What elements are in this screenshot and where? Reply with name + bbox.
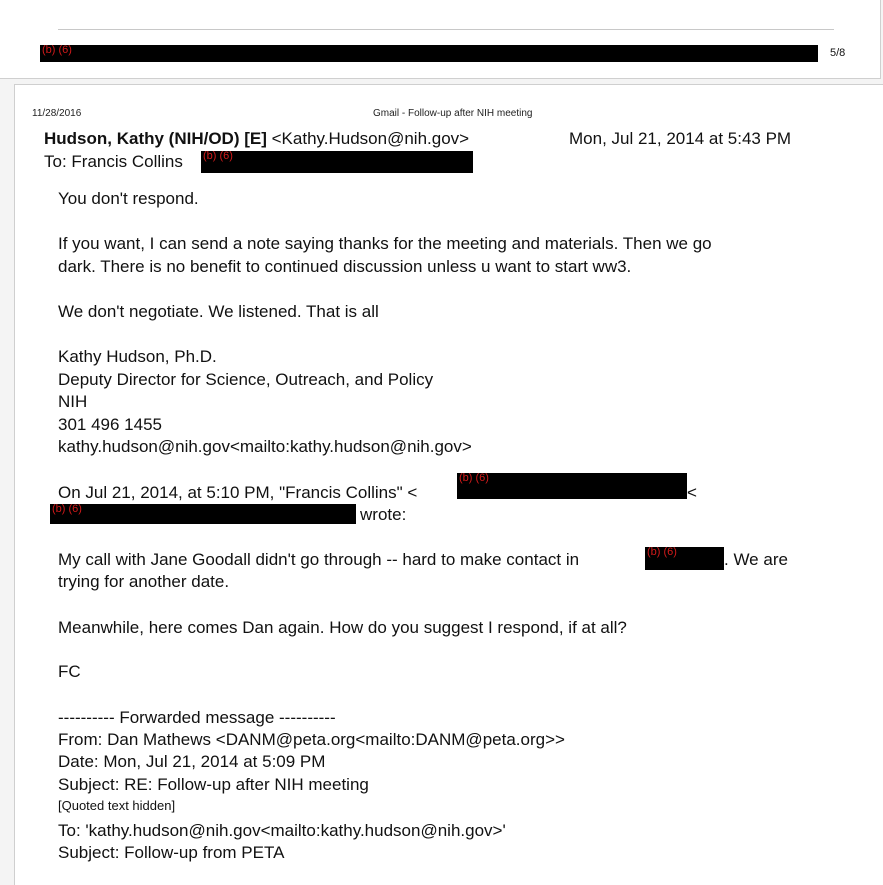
quote-intro-end: < (687, 483, 697, 502)
header-rule (58, 29, 834, 30)
signature-email: kathy.hudson@nih.gov<mailto:kathy.hudson@nih.gov> (58, 437, 472, 456)
print-date: 11/28/2016 (32, 108, 82, 119)
sender-name: Hudson, Kathy (NIH/OD) [E] (44, 129, 267, 148)
quoted-line-2: trying for another date. (58, 572, 230, 591)
body-line-4: We don't negotiate. We listened. That is all (58, 302, 379, 321)
quoted-text-hidden: [Quoted text hidden] (58, 798, 176, 813)
from-line (44, 129, 469, 149)
forwarded-subject: Subject: RE: Follow-up after NIH meeting (58, 775, 369, 794)
redaction-label: (b) (6) (52, 503, 82, 515)
quoted-line-1b: . We are (724, 550, 788, 569)
previous-page-fragment (0, 0, 881, 79)
signature-name: Kathy Hudson, Ph.D. (58, 347, 217, 366)
signature-phone: 301 496 1455 (58, 415, 162, 434)
redaction-label: (b) (6) (647, 546, 677, 558)
redaction-quote-email (457, 473, 687, 499)
quoted-line-1a: My call with Jane Goodall didn't go through -- hard to make contact in (58, 550, 580, 569)
redaction-bar (40, 45, 818, 62)
wrote-label: wrote: (360, 505, 407, 524)
redaction-location (645, 547, 724, 570)
quote-intro: On Jul 21, 2014, at 5:10 PM, "Francis Collins" < (58, 483, 418, 502)
redaction-label: (b) (6) (203, 150, 233, 162)
body-line-2: If you want, I can send a note saying thanks for the meeting and materials. Then we go (58, 234, 712, 253)
forwarded-from: From: Dan Mathews <DANM@peta.org<mailto:DANM@peta.org>> (58, 730, 565, 749)
forwarded-divider: ---------- Forwarded message ---------- (58, 708, 336, 727)
print-title: Gmail - Follow-up after NIH meeting (373, 108, 533, 119)
document-page (14, 84, 883, 885)
forwarded-to: To: 'kathy.hudson@nih.gov<mailto:kathy.hudson@nih.gov>' (58, 821, 506, 840)
forwarded-date: Date: Mon, Jul 21, 2014 at 5:09 PM (58, 752, 326, 771)
page-number: 5/8 (830, 47, 846, 59)
signature-title: Deputy Director for Science, Outreach, and Policy (58, 370, 434, 389)
redaction-quote-line2 (50, 504, 356, 524)
forwarded-subject-2: Subject: Follow-up from PETA (58, 843, 285, 862)
to-line: To: Francis Collins (44, 152, 183, 171)
quoted-signoff: FC (58, 662, 81, 681)
signature-org: NIH (58, 392, 88, 411)
sent-datetime: Mon, Jul 21, 2014 at 5:43 PM (569, 129, 792, 148)
body-line-1: You don't respond. (58, 189, 199, 208)
redaction-to (201, 151, 473, 173)
sender-email: <Kathy.Hudson@nih.gov> (271, 129, 470, 148)
quoted-line-3: Meanwhile, here comes Dan again. How do you suggest I respond, if at all? (58, 618, 627, 637)
redaction-label: (b) (6) (42, 44, 72, 56)
body-line-3: dark. There is no benefit to continued discussion unless u want to start ww3. (58, 257, 632, 276)
redaction-label: (b) (6) (459, 472, 489, 484)
